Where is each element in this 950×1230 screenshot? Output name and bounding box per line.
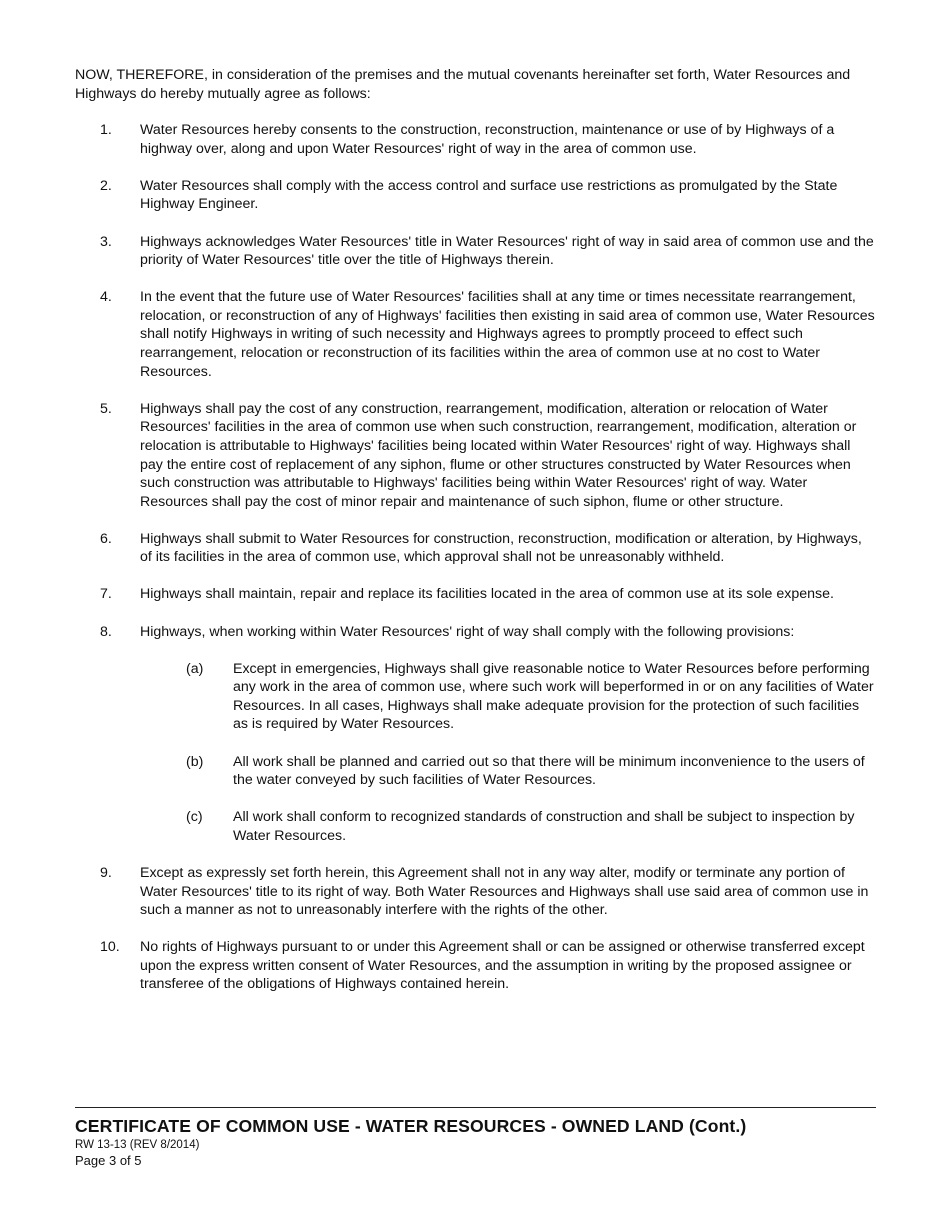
sub-item-letter: (a) <box>186 660 204 677</box>
item-number: 5. <box>100 400 112 417</box>
list-item <box>75 864 875 920</box>
item-number: 8. <box>100 623 112 640</box>
item-number: 1. <box>100 122 112 139</box>
item-text: Highways shall maintain, repair and replace its facilities located in the area of common use at its sole expense. <box>140 586 834 603</box>
item-number: 2. <box>100 177 112 194</box>
sub-list-item <box>140 660 875 734</box>
sub-item-text: All work shall conform to recognized standards of construction and shall be subject to inspection by Water Resources. <box>233 809 855 844</box>
item-number: 4. <box>100 289 112 306</box>
item-text: Water Resources shall comply with the access control and surface use restrictions as promulgated by the State Highway Engineer. <box>140 177 838 213</box>
document-body <box>75 66 875 1012</box>
sub-list-item <box>140 753 875 790</box>
list-item <box>75 585 875 604</box>
list-item <box>75 288 875 381</box>
item-text: Highways shall pay the cost of any construction, rearrangement, modification, alteration or relocation of Water Resources' facilities in the area of common use when such construction, rearrangement, modification, alteration or relocation is attributable to Highways' facilities being located within Water Resources' right of way. Highways shall pay the entire cost of replacement of any siphon, flume or other structures constructed by Water Resources when such construction was attributable to Highways' facilities being within Water Resources' right of way. Water Resources shall pay the cost of minor repair and maintenance of such siphon, flume or other structure. <box>140 400 857 510</box>
list-item <box>75 121 875 158</box>
list-item <box>75 530 875 567</box>
item-text: Highways, when working within Water Resources' right of way shall comply with the following provisions: <box>140 623 795 640</box>
form-code: RW 13-13 (REV 8/2014) <box>75 1139 200 1151</box>
sub-item-text: Except in emergencies, Highways shall give reasonable notice to Water Resources before performing any work in the area of common use, where such work will beperformed in or on any facilities of Water Resources. In all cases, Highways shall make adequate provision for the protection of such facilities as is required by Water Resources. <box>233 660 874 733</box>
list-item <box>75 400 875 512</box>
page-number: Page 3 of 5 <box>75 1153 142 1168</box>
item-number: 9. <box>100 864 112 881</box>
sub-item-text: All work shall be planned and carried out so that there will be minimum inconvenience to the users of the water conveyed by such facilities of Water Resources. <box>233 753 865 789</box>
item-number: 7. <box>100 586 112 603</box>
list-item <box>75 938 875 994</box>
list-item <box>75 623 875 846</box>
item-text: Highways shall submit to Water Resources for construction, reconstruction, modification or alteration, by Highways, of its facilities in the area of common use, which approval shall not be unreasonably withheld. <box>140 530 862 566</box>
sub-item-letter: (b) <box>186 753 204 770</box>
item-number: 3. <box>100 233 112 250</box>
item-text: In the event that the future use of Water Resources' facilities shall at any time or times necessitate rearrangement, relocation, or reconstruction of any of Highways' facilities then existing in said area of common use, Water Resources shall notify Highways in writing of such necessity and Highways agrees to promptly proceed to effect such rearrangement, relocation or reconstruction of its facilities within the area of common use at no cost to Water Resources. <box>140 289 875 380</box>
list-item <box>75 177 875 214</box>
item-text: Water Resources hereby consents to the construction, reconstruction, maintenance or use of by Highways of a highway over, along and upon Water Resources' right of way in the area of common use. <box>140 122 835 157</box>
item-number: 10. <box>100 939 120 956</box>
intro-paragraph: NOW, THEREFORE, in consideration of the premises and the mutual covenants hereinafter set forth, Water Resources and Highways do hereby mutually agree as follows: <box>75 67 851 102</box>
list-item <box>75 233 875 270</box>
item-text: Except as expressly set forth herein, this Agreement shall not in any way alter, modify or terminate any portion of Water Resources' title to its right of way. Both Water Resources and Highways shall use said area of common use in such a manner as not to unreasonably interfere with the rights of the other. <box>140 864 869 919</box>
footer-title: CERTIFICATE OF COMMON USE - WATER RESOURCES - OWNED LAND (Cont.) <box>75 1116 747 1136</box>
sub-item-letter: (c) <box>186 809 203 826</box>
sub-list-item <box>140 808 875 845</box>
item-text: Highways acknowledges Water Resources' title in Water Resources' right of way in said area of common use and the priority of Water Resources' title over the title of Highways therein. <box>140 233 874 269</box>
item-text: No rights of Highways pursuant to or under this Agreement shall or can be assigned or otherwise transferred except upon the express written consent of Water Resources, and the assumption in writing by the proposed assignee or transferee of the obligations of Highways contained herein. <box>140 939 865 993</box>
page-footer <box>75 1107 876 1169</box>
item-number: 6. <box>100 530 112 547</box>
